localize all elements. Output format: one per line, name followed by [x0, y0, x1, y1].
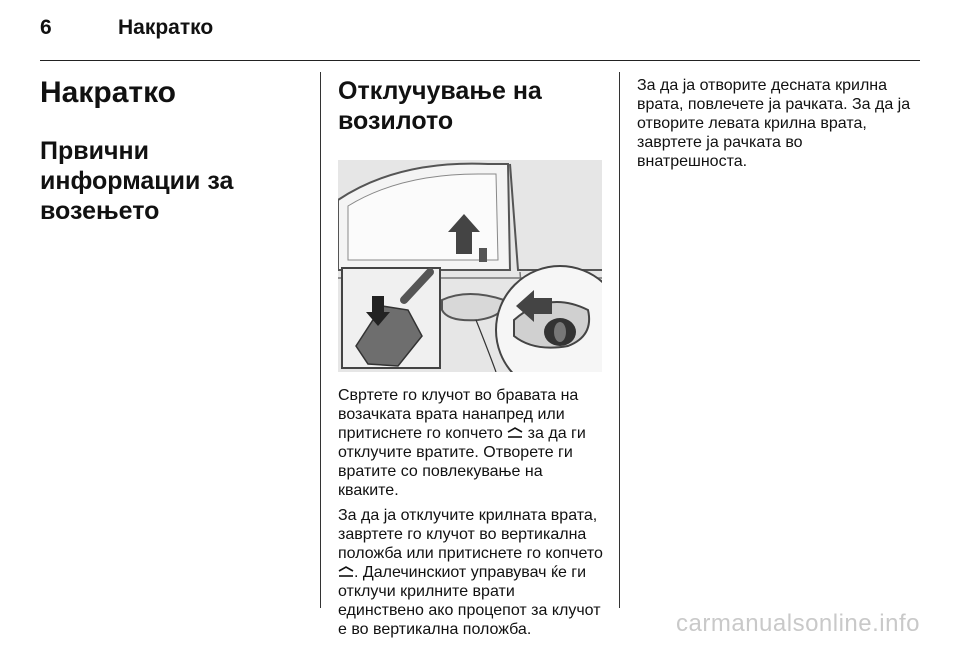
unlock-icon [338, 564, 354, 576]
page-header [40, 16, 920, 50]
column-divider [320, 72, 321, 608]
section-title: Првични информации за возењето [40, 137, 234, 225]
column-left [40, 76, 302, 226]
watermark: carmanualsonline.info [676, 610, 920, 637]
paragraph-unlock-rear: За да ја отклучите крилната врата, завртете го клучот во вертикална положба или притиснете го копчето . Далечинскиот управувач ќе ги отклучи крилните врати единствено ако процепот за клучот е во вертикална положба. [338, 507, 603, 638]
door-unlock-illustration [338, 160, 602, 372]
paragraph-unlock-driver: Свртете го клучот во бравата на возачката врата нанапред или притиснете го копчето за да ги отклучите вратите. Отворете ги вратите со повлекување на кваките. [338, 387, 586, 499]
section-title: Отклучување на возилото [338, 77, 542, 135]
column-right [637, 76, 911, 177]
column-divider [619, 72, 620, 608]
chapter-title: Накратко [40, 76, 177, 109]
paragraph-open-rear-doors: За да ја отворите десната крилна врата, повлечете ја рачката. За да ја отворите левата крилна врата, завртете ја рачката во внатрешноста. [637, 77, 911, 170]
running-title: Накратко [118, 16, 214, 39]
header-rule [40, 60, 920, 61]
column-middle [338, 76, 604, 645]
unlock-icon [507, 425, 523, 437]
page-number: 6 [40, 16, 52, 39]
